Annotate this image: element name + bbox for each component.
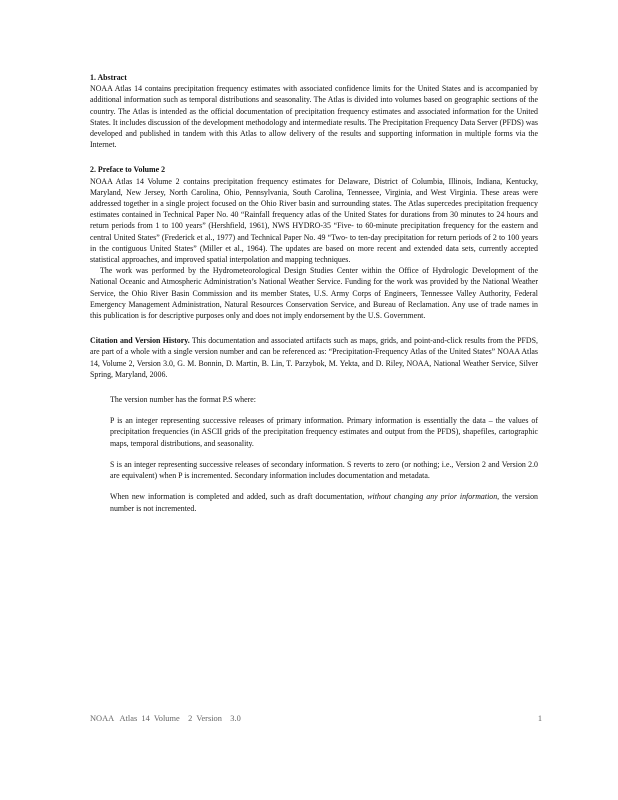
version-note-start: When new information is completed and added, such as draft documentation, — [110, 492, 365, 502]
version-s-definition: S is an integer representing successive releases of secondary information. S reverts to zero (or nothing; i.e., Version 2 and Version 2.0 are equivalent) when P is incremented. Secondary information includes documentation and metadata. — [110, 459, 538, 481]
section-preface-heading: 2. Preface to Volume 2 — [90, 165, 166, 175]
version-p-definition: P is an integer representing successive releases of primary information. Primary information is essentially the data – the values of precipitation frequencies (in ASCII grids of the precipitation frequency estimates and output from the PFDS), shapefiles, cartographic maps, temporal distributions, and seasonality. — [110, 416, 538, 448]
section-preface-para2: The work was performed by the Hydrometeorological Design Studies Center within the Office of Hydrologic Development of the National Oceanic and Atmospheric Administration’s National Weather Service. Funding for the work was provided by the National Weather Service, the Ohio River Basin Commission and its member States, U.S. Army Corps of Engineers, Tennessee Valley Authority, Federal Emergency Management Administration, Natural Resources Conservation Service, and Bureau of Reclamation. Any use of trade names in this publication is for descriptive purposes only and does not imply endorsement by the U.S. Government. — [90, 266, 538, 321]
citation-body: This documentation and associated artifacts such as maps, grids, and point-and-click results from the PFDS, are part of a whole with a single version number and can be referenced as: “Precipitation-Frequency Atlas of the United States” NOAA Atlas 14, Volume 2, Version 3.0, G. M. Bonnin, D. Martin, B. Lin, T. Parzybok, M. Yekta, and D. Riley, NOAA, National Weather Service, Silver Spring, Maryland, 2006. — [90, 336, 538, 379]
footer-title: NOAA Atlas 14 Volume 2 Version 3.0 — [90, 714, 241, 723]
page-footer — [90, 714, 542, 723]
citation-paragraph — [90, 335, 538, 380]
version-note — [110, 491, 538, 513]
version-definitions — [90, 394, 538, 514]
section-abstract-heading: 1. Abstract — [90, 73, 127, 82]
page-number: 1 — [537, 714, 542, 723]
version-format-line: The version number has the format P.S where: — [110, 395, 256, 405]
section-abstract-body: NOAA Atlas 14 contains precipitation frequency estimates with associated confidence limits for the United States and is accompanied by additional information such as temporal distributions and seasonality. The Atlas is divided into volumes based on geographic sections of the country. The Atlas is intended as the official documentation of precipitation frequency estimates and associated information for the United States. It includes discussion of the development methodology and intermediate results. The Precipitation Frequency Data Server (PFDS) was developed and published in tandem with this Atlas to allow delivery of the results and supporting information in multiple forms via the Internet. — [90, 84, 538, 150]
section-preface-para1: NOAA Atlas 14 Volume 2 contains precipitation frequency estimates for Delaware, District of Columbia, Illinois, Indiana, Kentucky, Maryland, New Jersey, North Carolina, Ohio, Pennsylvania, South Carolina, Tennessee, Virginia, and West Virginia. These areas were addressed together in a single project focused on the Ohio River basin and surrounding states. The Atlas supercedes precipitation frequency estimates contained in Technical Paper No. 40 “Rainfall frequency atlas of the United States for durations from 30 minutes to 24 hours and return periods from 1 to 100 years” (Hershfield, 1961), NWS HYDRO-35 “Five- to 60-minute precipitation frequency for the eastern and central United States” (Frederick et al., 1977) and Technical Paper No. 49 “Two- to ten-day precipitation for return periods of 2 to 100 years in the contiguous United States” (Miller et al., 1964). The updates are based on more recent and extended data sets, currently accepted statistical approaches, and improved spatial interpolation and mapping techniques. — [90, 176, 538, 265]
citation-heading: Citation and Version History. — [90, 336, 190, 346]
version-note-italic: without changing any prior information — [367, 492, 498, 502]
page-content — [90, 72, 538, 524]
version-note-end: , the version number is not incremented. — [110, 492, 538, 513]
